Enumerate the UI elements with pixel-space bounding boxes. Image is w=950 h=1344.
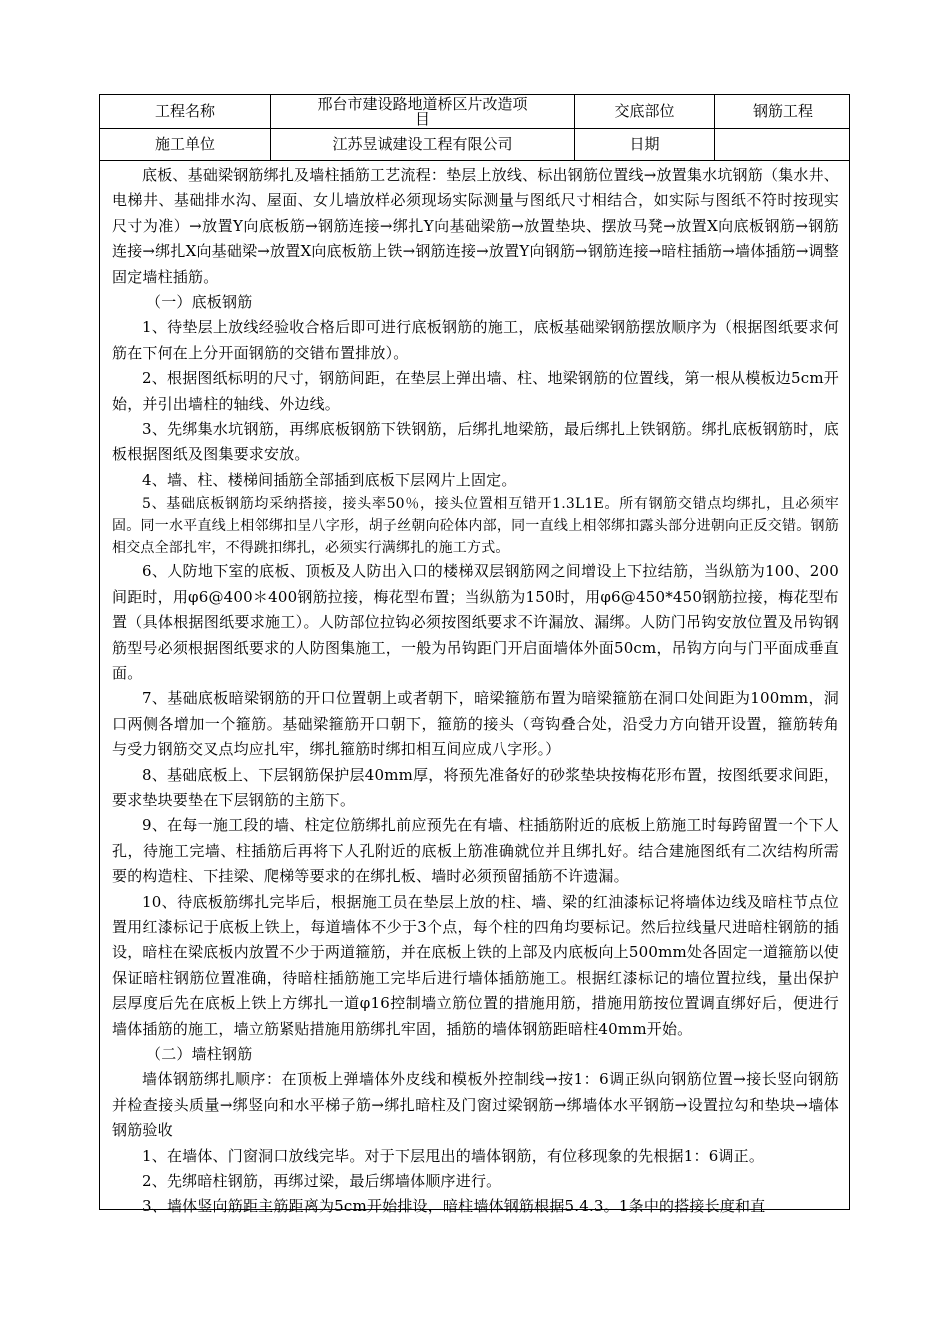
section-heading-wall: （二）墙柱钢筋: [146, 1045, 253, 1063]
wall-sequence-paragraph: 墙体钢筋绑扎顺序：在顶板上弹墙体外皮线和模板外控制线→按1：6调正纵向钢筋位置→接长竖向钢筋并检查接头质量→绑竖向和水平梯子筋→绑扎暗柱及门窗过梁钢筋→绑墙体水平钢筋→设置拉勾和垫块→墙体钢筋验收: [112, 1070, 839, 1140]
paragraph-7: 7、基础底板暗梁钢筋的开口位置朝上或者朝下，暗梁箍筋布置为暗梁箍筋在洞口处间距为100mm，洞口两侧各增加一个箍筋。基础梁箍筋开口朝下，箍筋的接头（弯钩叠合处，沿受力方向错开设置，箍筋转角与受力钢筋交叉点均应扎牢，绑扎箍筋时绑扣相互间应成八字形。）: [112, 689, 839, 759]
header-row-2: [100, 129, 849, 161]
disclosure-part-value: 钢筋工程: [752, 102, 813, 120]
construction-unit-label: 施工单位: [100, 129, 271, 160]
technical-disclosure-sheet: [99, 94, 850, 1216]
paragraph-2: 2、根据图纸标明的尺寸，钢筋间距，在垫层上弹出墙、柱、地梁钢筋的位置线，第一根从模板边5cm开始，并引出墙柱的轴线、外边线。: [112, 369, 839, 413]
project-name-label: 工程名称: [100, 95, 271, 128]
paragraph-9: 9、在每一施工段的墙、柱定位筋绑扎前应预先在有墙、柱插筋附近的底板上筋施工时每跨留置一个下人孔，待施工完墙、柱插筋后再将下人孔附近的底板上筋准确就位并且绑扎好。结合建施图纸有二次结构所需要的构造柱、下挂梁、爬梯等要求的在绑扎板、墙时必须预留插筋不许遗漏。: [112, 816, 839, 886]
paragraph-1: 1、待垫层上放线经验收合格后即可进行底板钢筋的施工，底板基础梁钢筋摆放顺序为（根据图纸要求何筋在下何在上分开面钢筋的交错布置排放）。: [112, 318, 839, 362]
wall-paragraph-1: 1、在墙体、门窗洞口放线完毕。对于下层甩出的墙体钢筋，有位移现象的先根据1：6调正。: [142, 1146, 765, 1165]
paragraph-8: 8、基础底板上、下层钢筋保护层40mm厚，将预先准备好的砂浆垫块按梅花形布置，按图纸要求间距，要求垫块要垫在下层钢筋的主筋下。: [112, 765, 839, 809]
paragraph-5: 5、基础底板钢筋均采纳搭接，接头率50％，接头位置相互错开1.3L1E。所有钢筋交错点均绑扎，且必须牢固。同一水平直线上相邻绑扣呈八字形，胡子丝朝向砼体内部，同一直线上相邻绑扣露头部分进朝向正反交错。钢筋相交点全部扎牢，不得跳扣绑扎，必须实行满绑扎的施工方式。: [112, 496, 839, 557]
paragraph-4: 4、墙、柱、楼梯间插筋全部插到底板下层网片上固定。: [142, 470, 517, 489]
wall-paragraph-2: 2、先绑暗柱钢筋，再绑过梁，最后绑墙体顺序进行。: [142, 1172, 502, 1191]
process-flow-paragraph: 底板、基础梁钢筋绑扎及墙柱插筋工艺流程：垫层上放线、标出钢筋位置线→放置集水坑钢筋（集水井、电梯井、基础排水沟、屋面、女儿墙放样必须现场实际测量与图纸尺寸相结合，如实际与图纸不符时按现实尺寸为准）→放置Y向底板筋→钢筋连接→绑扎Y向基础梁筋→放置垫块、摆放马凳→放置X向底板钢筋→钢筋连接→绑扎X向基础梁→放置X向底板筋上铁→钢筋连接→放置Y向钢筋→钢筋连接→暗柱插筋→墙体插筋→调整固定墙柱插筋。: [112, 166, 839, 286]
project-name-value: [271, 95, 575, 128]
section-heading-slab: （一）底板钢筋: [146, 293, 253, 312]
construction-unit-value: [271, 129, 575, 160]
paragraph-10: 10、待底板筋绑扎完毕后，根据施工员在垫层上放的柱、墙、梁的红油漆标记将墙体边线及暗柱节点位置用红漆标记于底板上铁上，每道墙体不少于3个点，每个柱的四角均要标记。然后拉线量尺进暗柱钢筋的插设，暗柱在梁底板内放置不少于两道箍筋，并在底板上铁的上部及内底板向上500mm处各固定一道箍筋以使保证暗柱钢筋位置准确，待暗柱插筋施工完毕后进行墙体插筋施工。根据红漆标记的墙位置拉线，量出保护层厚度后先在底板上铁上方绑扎一道φ16控制墙立筋位置的措施用筋，措施用筋按位置调直绑好后，便进行墙体插筋的施工，墙立筋紧贴措施用筋绑扎牢固，插筋的墙体钢筋距暗柱40mm开始。: [112, 892, 839, 1038]
date-label: 日期: [575, 129, 715, 160]
disclosure-part-label: 交底部位: [575, 95, 715, 128]
construction-unit-text: 江苏昱诚建设工程有限公司: [332, 135, 513, 153]
wall-paragraph-3: 3、墙体竖向筋距主筋距离为5cm开始排设，暗柱墙体钢筋根据5.4.3。1条中的搭接长度和直: [142, 1197, 766, 1216]
header-row-1: [100, 95, 849, 129]
paragraph-6: 6、人防地下室的底板、顶板及人防出入口的楼梯双层钢筋网之间增设上下拉结筋，当纵筋为100、200间距时，用φ6@400＊400钢筋拉接，梅花型布置；当纵筋为150时，用φ6@450*450钢筋拉接，梅花型布置（具体根据图纸要求施工）。人防部位拉钩必须按图纸要求不许漏放、漏绑。人防门吊钩安放位置及吊钩钢筋型号必须根据图纸要求的人防图集施工，一般为吊钩距门开启面墙体外面50cm，吊钩方向与门平面成垂直面。: [112, 562, 839, 682]
disclosure-content: [112, 163, 839, 1220]
project-name-text: 邢台市建设路地道桥区片改造项目: [317, 94, 528, 128]
paragraph-3: 3、先绑集水坑钢筋，再绑底板钢筋下铁钢筋，后绑扎地梁筋，最后绑扎上铁钢筋。绑扎底板钢筋时，底板根据图纸及图集要求安放。: [112, 420, 839, 464]
date-value: [715, 129, 851, 160]
